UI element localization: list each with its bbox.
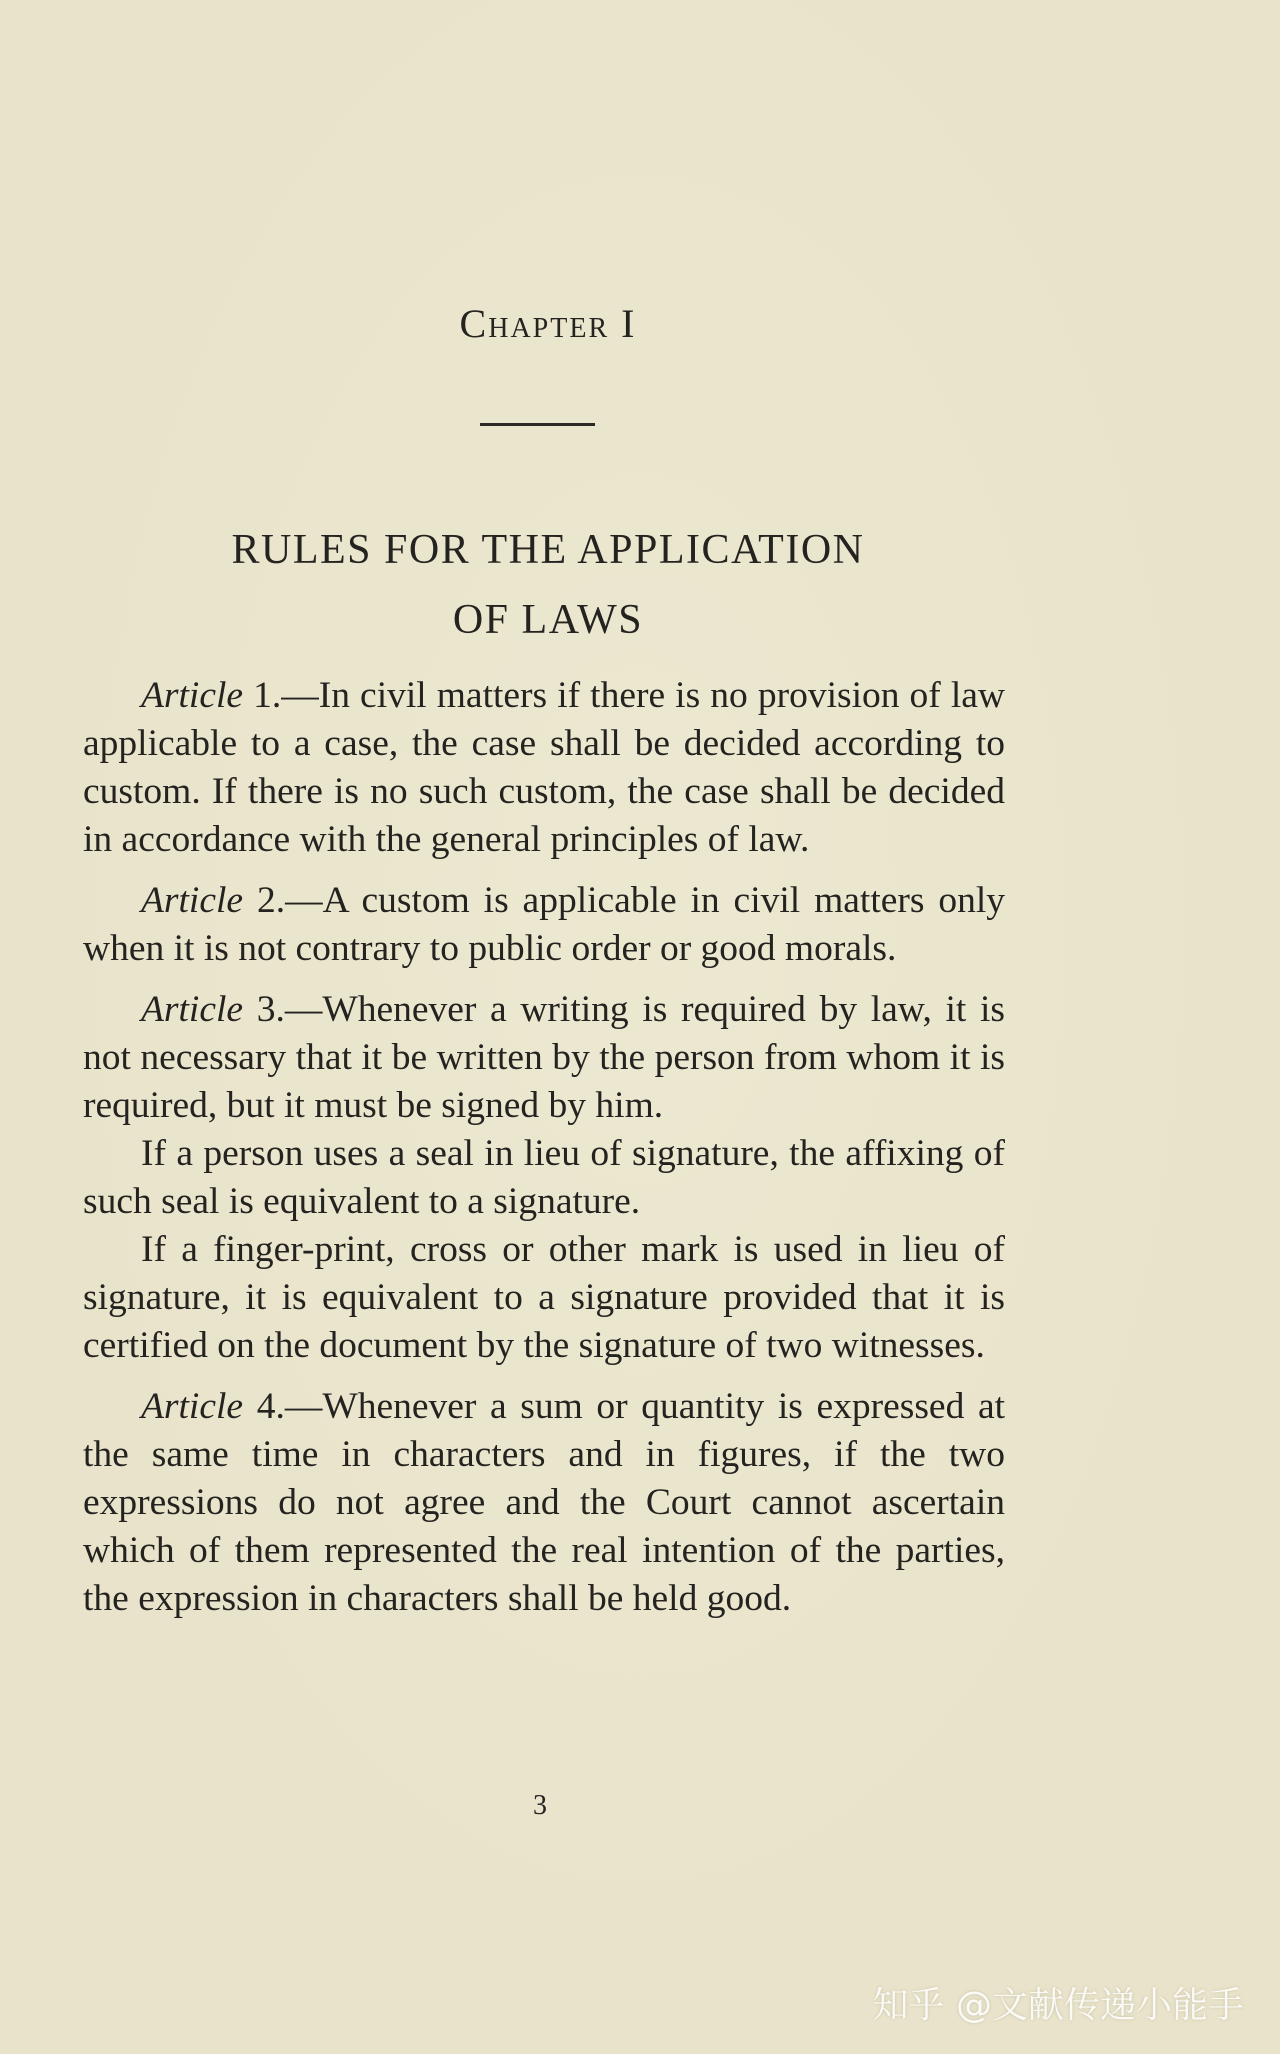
chapter-title-line-2: OF LAWS: [452, 597, 644, 643]
chapter-title: [170, 515, 926, 655]
article-3-paragraph-2: If a person uses a seal in lieu of signature, the affixing of such seal is equivalent to a signature.: [83, 1133, 1005, 1222]
article-3-paragraph-3: If a finger-print, cross or other mark is used in lieu of signature, it is equivalent to a signature provided that it is certified on the document by the signature of two witnesses.: [83, 1229, 1005, 1366]
article-1-text: —In civil matters if there is no provision of law applicable to a case, the case shall be decided according to custom. If there is no such custom, the case shall be decided in accordance with the general principles of law.: [83, 675, 1006, 860]
article-1-label: Article: [141, 675, 244, 716]
article-3-number: 3.: [256, 989, 285, 1030]
page-number: 3: [533, 1790, 547, 1821]
article-4-number: 4.: [256, 1386, 285, 1427]
article-2-number: 2.: [256, 880, 286, 921]
heading-divider: [480, 423, 595, 426]
article-3-text: —Whenever a writing is required by law, it is not necessary that it be written by the person from whom it is required, but it must be signed by him.: [83, 989, 1005, 1126]
chapter-title-line-1: RULES FOR THE APPLICATION: [231, 527, 865, 573]
watermark-text: 知乎 @文献传递小能手: [872, 1985, 1244, 2026]
article-2: [83, 877, 1005, 973]
article-3-label: Article: [141, 989, 244, 1030]
article-4-label: Article: [141, 1386, 244, 1427]
articles-body: [83, 672, 1005, 1636]
article-3: [83, 986, 1005, 1130]
article-1: [83, 672, 1005, 864]
article-4: [83, 1383, 1005, 1623]
article-2-label: Article: [141, 880, 244, 921]
article-2-text: —A custom is applicable in civil matters only when it is not contrary to public order or good morals.: [83, 880, 1006, 969]
article-1-number: 1.: [253, 675, 282, 716]
chapter-heading: Chapter I: [459, 301, 637, 346]
article-4-text: —Whenever a sum or quantity is expressed at the same time in characters and in figures, if the two expressions do not agree and the Court cannot ascertain which of them represented the real intention of the parties, the expression in characters shall be held good.: [83, 1386, 1006, 1619]
